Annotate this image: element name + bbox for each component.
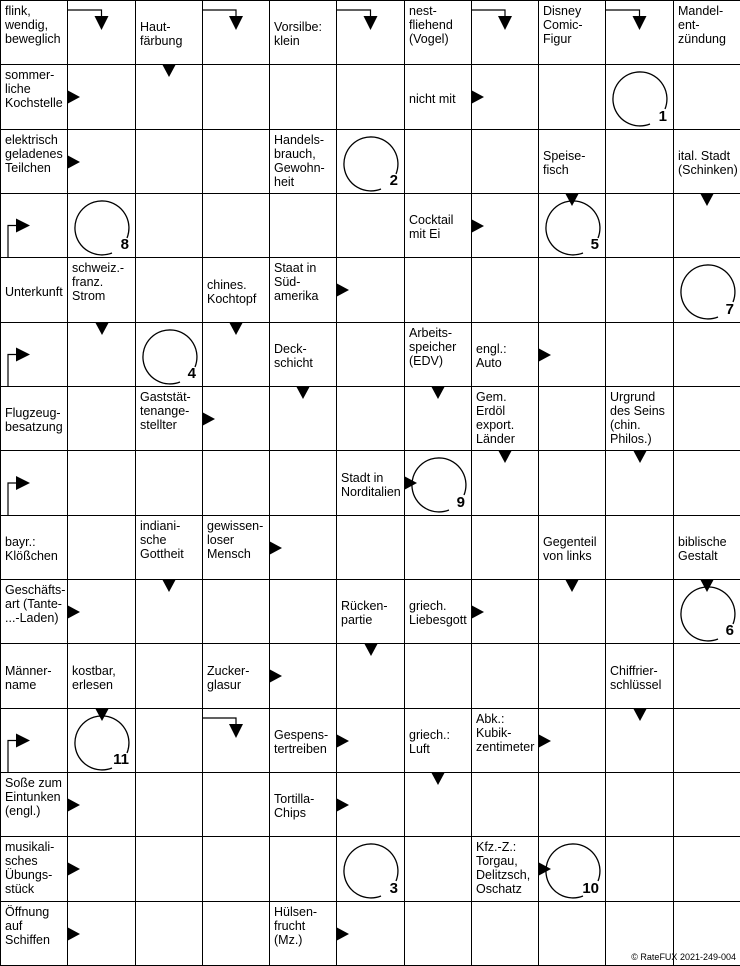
- clue-text: Flugzeug- besatzung: [5, 406, 63, 434]
- arrow-down-icon: [700, 193, 714, 206]
- answer-cell[interactable]: [471, 515, 539, 580]
- answer-cell[interactable]: [336, 257, 405, 323]
- answer-cell[interactable]: [673, 579, 740, 644]
- bent-arrow-right-icon: [0, 193, 68, 258]
- answer-cell[interactable]: [135, 836, 203, 902]
- solution-number: 10: [582, 880, 599, 897]
- clue-cell: [471, 386, 539, 451]
- answer-cell[interactable]: [67, 450, 136, 516]
- answer-cell[interactable]: [538, 772, 606, 837]
- clue-text: Urgrund des Seins (chin. Philos.): [610, 390, 665, 446]
- clue-text: Stadt in Norditalien: [341, 470, 401, 499]
- arrow-down-icon: [162, 579, 176, 592]
- solution-number: 5: [590, 236, 599, 253]
- answer-cell[interactable]: [135, 643, 203, 709]
- clue-text: chines. Kochtopf: [207, 277, 257, 306]
- arrow-right-icon: [67, 155, 80, 169]
- bent-arrow-down-icon: [202, 708, 270, 773]
- clue-text: Handels- brauch, Gewohn- heit: [274, 133, 325, 189]
- answer-cell[interactable]: [404, 836, 472, 902]
- bent-arrow-down-icon: [605, 0, 674, 65]
- clue-cell: [135, 515, 203, 580]
- answer-cell[interactable]: [336, 129, 405, 194]
- arrow-down-icon: [229, 322, 243, 335]
- answer-cell[interactable]: [67, 386, 136, 451]
- clue-cell: [202, 257, 270, 323]
- solution-number: 3: [389, 880, 398, 897]
- arrow-right-icon: [336, 798, 349, 812]
- clue-cell: [336, 579, 405, 644]
- clue-text: musikali- sches Übungs- stück: [5, 840, 55, 896]
- solution-number: 9: [456, 494, 465, 511]
- clue-cell: [269, 901, 337, 966]
- clue-cell: [269, 257, 337, 323]
- clue-cell: [538, 0, 606, 65]
- answer-cell[interactable]: [605, 193, 674, 258]
- clue-cell: [404, 322, 472, 387]
- answer-cell[interactable]: [135, 322, 203, 387]
- answer-cell[interactable]: [538, 836, 606, 902]
- solution-number: 4: [187, 365, 196, 382]
- clue-text: Unterkunft: [5, 284, 63, 299]
- answer-cell[interactable]: [269, 450, 337, 516]
- answer-cell[interactable]: [202, 708, 270, 773]
- clue-cell: [0, 901, 68, 966]
- clue-cell: [471, 708, 539, 773]
- answer-cell[interactable]: [67, 901, 136, 966]
- answer-cell[interactable]: [673, 193, 740, 258]
- arrow-right-icon: [67, 927, 80, 941]
- clue-cell: [0, 579, 68, 644]
- clue-cell: [135, 386, 203, 451]
- clue-text: schweiz.- franz. Strom: [72, 261, 125, 303]
- answer-cell[interactable]: [404, 772, 472, 837]
- answer-cell[interactable]: [135, 129, 203, 194]
- arrow-right-icon: [471, 605, 484, 619]
- answer-cell[interactable]: [605, 515, 674, 580]
- answer-cell[interactable]: [135, 193, 203, 258]
- answer-cell[interactable]: [605, 579, 674, 644]
- clue-text: engl.: Auto: [476, 342, 507, 370]
- answer-cell[interactable]: [605, 64, 674, 130]
- answer-cell[interactable]: [471, 643, 539, 709]
- clue-text: Gespens- tertreiben: [274, 728, 329, 756]
- clue-text: griech.: Luft: [409, 728, 450, 756]
- answer-cell[interactable]: [67, 836, 136, 902]
- answer-cell[interactable]: [67, 579, 136, 644]
- clue-text: flink, wendig, beweglich: [5, 4, 61, 46]
- answer-cell[interactable]: [471, 64, 539, 130]
- clue-cell: [0, 772, 68, 837]
- answer-cell[interactable]: [135, 579, 203, 644]
- clue-text: Gem. Erdöl export. Länder: [476, 390, 515, 446]
- answer-cell[interactable]: [202, 64, 270, 130]
- clue-text: Geschäfts- art (Tante- ...-Laden): [5, 583, 66, 625]
- answer-cell[interactable]: [605, 708, 674, 773]
- answer-cell[interactable]: [471, 257, 539, 323]
- clue-text: Speise- fisch: [543, 149, 586, 177]
- answer-cell[interactable]: [404, 129, 472, 194]
- answer-cell[interactable]: [673, 643, 740, 709]
- answer-cell[interactable]: [538, 643, 606, 709]
- answer-cell[interactable]: [538, 901, 606, 966]
- answer-cell[interactable]: [538, 579, 606, 644]
- arrow-right-icon: [404, 476, 417, 490]
- clue-text: Kfz.-Z.: Torgau, Delitzsch, Oschatz: [476, 840, 531, 896]
- answer-cell[interactable]: [336, 643, 405, 709]
- arrow-down-icon: [162, 64, 176, 77]
- answer-cell[interactable]: [269, 579, 337, 644]
- clue-cell: [0, 257, 68, 323]
- answer-cell[interactable]: [202, 901, 270, 966]
- answer-cell[interactable]: [202, 579, 270, 644]
- clue-cell: [0, 0, 68, 65]
- answer-cell[interactable]: [135, 708, 203, 773]
- answer-cell[interactable]: [471, 579, 539, 644]
- arrow-right-icon: [67, 862, 80, 876]
- clue-cell: [0, 515, 68, 580]
- solution-number: 6: [725, 622, 734, 639]
- answer-cell[interactable]: [135, 772, 203, 837]
- clue-cell: [538, 129, 606, 194]
- arrow-down-icon: [364, 643, 378, 656]
- clue-text: Männer- name: [5, 663, 52, 692]
- bent-arrow-down-icon: [471, 0, 539, 65]
- clue-cell: [605, 643, 674, 709]
- clue-cell: [673, 515, 740, 580]
- clue-text: Disney Comic- Figur: [543, 4, 583, 46]
- clue-cell: [404, 64, 472, 130]
- bent-arrow-right-icon: [0, 322, 68, 387]
- answer-cell[interactable]: [538, 193, 606, 258]
- arrow-right-icon: [269, 669, 282, 683]
- bent-arrow-right-icon: [0, 450, 68, 516]
- clue-text: elektrisch geladenes Teilchen: [5, 133, 63, 175]
- arrow-down-icon: [95, 322, 109, 335]
- answer-cell[interactable]: [135, 64, 203, 130]
- clue-cell: [0, 64, 68, 130]
- clue-text: kostbar, erlesen: [72, 663, 116, 692]
- answer-cell[interactable]: [135, 257, 203, 323]
- answer-cell[interactable]: [673, 708, 740, 773]
- arrow-right-icon: [471, 90, 484, 104]
- answer-cell[interactable]: [336, 515, 405, 580]
- clue-cell: [404, 708, 472, 773]
- answer-cell[interactable]: [673, 257, 740, 323]
- arrow-down-icon: [296, 386, 310, 399]
- solution-number: 8: [120, 236, 129, 253]
- answer-cell[interactable]: [0, 708, 68, 773]
- answer-cell[interactable]: [404, 450, 472, 516]
- answer-cell[interactable]: [135, 450, 203, 516]
- answer-cell[interactable]: [605, 322, 674, 387]
- clue-text: Abk.: Kubik- zentimeter: [476, 712, 535, 754]
- answer-cell[interactable]: [336, 193, 405, 258]
- arrow-down-icon: [565, 193, 579, 206]
- answer-cell[interactable]: [605, 0, 674, 65]
- clue-cell: [269, 772, 337, 837]
- clue-cell: [269, 708, 337, 773]
- clue-cell: [67, 257, 136, 323]
- clue-text: Staat in Süd- amerika: [274, 261, 319, 303]
- arrow-right-icon: [471, 219, 484, 233]
- answer-cell[interactable]: [673, 450, 740, 516]
- clue-text: Gegenteil von links: [543, 535, 597, 563]
- answer-cell[interactable]: [202, 322, 270, 387]
- clue-text: Cocktail mit Ei: [409, 213, 454, 241]
- clue-cell: [0, 643, 68, 709]
- answer-cell[interactable]: [269, 193, 337, 258]
- clue-cell: [0, 129, 68, 194]
- answer-cell[interactable]: [336, 0, 405, 65]
- clue-cell: [471, 836, 539, 902]
- arrow-right-icon: [336, 283, 349, 297]
- solution-number: 2: [389, 172, 398, 189]
- answer-cell[interactable]: [404, 901, 472, 966]
- answer-cell[interactable]: [269, 643, 337, 709]
- answer-cell[interactable]: [67, 193, 136, 258]
- answer-cell[interactable]: [471, 772, 539, 837]
- answer-cell[interactable]: [202, 450, 270, 516]
- arrow-down-icon: [498, 450, 512, 463]
- arrow-right-icon: [202, 412, 215, 426]
- answer-cell[interactable]: [202, 129, 270, 194]
- answer-cell[interactable]: [673, 772, 740, 837]
- clue-cell: [202, 515, 270, 580]
- answer-cell[interactable]: [67, 0, 136, 65]
- answer-cell[interactable]: [336, 772, 405, 837]
- answer-cell[interactable]: [269, 386, 337, 451]
- answer-cell[interactable]: [404, 386, 472, 451]
- clue-cell: [269, 322, 337, 387]
- clue-text: Vorsilbe: klein: [274, 20, 322, 48]
- arrow-right-icon: [336, 734, 349, 748]
- answer-cell[interactable]: [471, 0, 539, 65]
- solution-number: 7: [725, 301, 734, 318]
- answer-cell[interactable]: [0, 450, 68, 516]
- arrow-right-icon: [67, 605, 80, 619]
- clue-text: nest- fliehend (Vogel): [409, 4, 453, 46]
- clue-text: Hülsen- frucht (Mz.): [274, 905, 318, 947]
- arrow-down-icon: [633, 450, 647, 463]
- answer-cell[interactable]: [269, 836, 337, 902]
- clue-text: ital. Stadt (Schinken): [678, 149, 738, 177]
- arrow-right-icon: [538, 348, 551, 362]
- clue-text: indiani- sche Gottheit: [140, 519, 184, 561]
- answer-cell[interactable]: [673, 64, 740, 130]
- answer-cell[interactable]: [135, 901, 203, 966]
- clue-text: griech. Liebesgott: [409, 599, 467, 627]
- clue-cell: [538, 515, 606, 580]
- arrow-right-icon: [538, 734, 551, 748]
- answer-cell[interactable]: [67, 322, 136, 387]
- clue-cell: [404, 0, 472, 65]
- arrow-down-icon: [633, 708, 647, 721]
- arrow-down-icon: [431, 772, 445, 785]
- answer-cell[interactable]: [336, 901, 405, 966]
- answer-cell[interactable]: [67, 708, 136, 773]
- answer-cell[interactable]: [673, 836, 740, 902]
- clue-cell: [0, 386, 68, 451]
- answer-cell[interactable]: [538, 450, 606, 516]
- answer-cell[interactable]: [336, 322, 405, 387]
- solution-number: 11: [113, 751, 129, 768]
- clue-text: bayr.: Klößchen: [5, 535, 58, 563]
- clue-text: Haut- färbung: [140, 20, 183, 48]
- arrow-right-icon: [336, 927, 349, 941]
- answer-cell[interactable]: [605, 129, 674, 194]
- answer-cell[interactable]: [605, 772, 674, 837]
- arrow-down-icon: [431, 386, 445, 399]
- answer-cell[interactable]: [269, 515, 337, 580]
- answer-cell[interactable]: [202, 386, 270, 451]
- answer-cell[interactable]: [67, 515, 136, 580]
- answer-cell[interactable]: [0, 193, 68, 258]
- answer-cell[interactable]: [202, 193, 270, 258]
- answer-cell[interactable]: [336, 708, 405, 773]
- answer-cell[interactable]: [538, 708, 606, 773]
- arrow-right-icon: [67, 798, 80, 812]
- clue-text: Deck- schicht: [274, 342, 313, 370]
- bent-arrow-down-icon: [67, 0, 136, 65]
- answer-cell[interactable]: [673, 386, 740, 451]
- answer-cell[interactable]: [336, 836, 405, 902]
- arrow-right-icon: [538, 862, 551, 876]
- answer-cell[interactable]: [404, 257, 472, 323]
- answer-cell[interactable]: [67, 64, 136, 130]
- clue-text: gewissen- loser Mensch: [207, 519, 264, 561]
- answer-cell[interactable]: [538, 386, 606, 451]
- clue-text: Tortilla- Chips: [274, 792, 315, 820]
- clue-cell: [336, 450, 405, 516]
- clue-cell: [135, 0, 203, 65]
- arrow-down-icon: [700, 579, 714, 592]
- solution-number: 1: [658, 108, 667, 125]
- clue-text: Mandel- ent- zündung: [678, 4, 726, 46]
- answer-cell[interactable]: [471, 450, 539, 516]
- clue-cell: [471, 322, 539, 387]
- arrow-down-icon: [565, 579, 579, 592]
- arrow-down-icon: [95, 708, 109, 721]
- clue-cell: [404, 579, 472, 644]
- answer-cell[interactable]: [471, 129, 539, 194]
- answer-cell[interactable]: [404, 515, 472, 580]
- answer-cell[interactable]: [202, 772, 270, 837]
- answer-cell[interactable]: [538, 64, 606, 130]
- bent-arrow-down-icon: [336, 0, 405, 65]
- clue-text: biblische Gestalt: [678, 535, 727, 563]
- clue-cell: [673, 129, 740, 194]
- clue-cell: [673, 0, 740, 65]
- clue-text: nicht mit: [409, 91, 456, 106]
- clue-text: Chiffrier- schlüssel: [610, 663, 662, 692]
- clue-text: Rücken- partie: [341, 599, 388, 627]
- clue-text: sommer- liche Kochstelle: [5, 68, 63, 110]
- answer-cell[interactable]: [673, 322, 740, 387]
- clue-cell: [202, 643, 270, 709]
- clue-cell: [404, 193, 472, 258]
- clue-text: Arbeits- speicher (EDV): [409, 326, 457, 368]
- answer-cell[interactable]: [0, 322, 68, 387]
- clue-text: Gaststät- tenange- stellter: [140, 390, 191, 432]
- clue-cell: [269, 0, 337, 65]
- clue-text: Soße zum Eintunken (engl.): [5, 776, 62, 818]
- clue-text: Öffnung auf Schiffen: [5, 905, 50, 947]
- answer-cell[interactable]: [336, 64, 405, 130]
- clue-cell: [605, 386, 674, 451]
- answer-cell[interactable]: [336, 386, 405, 451]
- answer-cell[interactable]: [605, 836, 674, 902]
- answer-cell[interactable]: [404, 643, 472, 709]
- clue-text: Zucker- glasur: [207, 663, 250, 692]
- clue-cell: [67, 643, 136, 709]
- arrow-right-icon: [67, 90, 80, 104]
- answer-cell[interactable]: [202, 0, 270, 65]
- answer-cell[interactable]: [202, 836, 270, 902]
- answer-cell[interactable]: [471, 193, 539, 258]
- answer-cell[interactable]: [605, 257, 674, 323]
- answer-cell[interactable]: [471, 901, 539, 966]
- answer-cell[interactable]: [605, 450, 674, 516]
- clue-cell: [269, 129, 337, 194]
- answer-cell[interactable]: [538, 322, 606, 387]
- answer-cell[interactable]: [269, 64, 337, 130]
- arrow-right-icon: [269, 541, 282, 555]
- answer-cell[interactable]: [67, 129, 136, 194]
- bent-arrow-down-icon: [202, 0, 270, 65]
- answer-cell[interactable]: [538, 257, 606, 323]
- copyright-credit: © RateFUX 2021-249-004: [631, 952, 736, 962]
- clue-cell: [0, 836, 68, 902]
- answer-cell[interactable]: [67, 772, 136, 837]
- bent-arrow-right-icon: [0, 708, 68, 773]
